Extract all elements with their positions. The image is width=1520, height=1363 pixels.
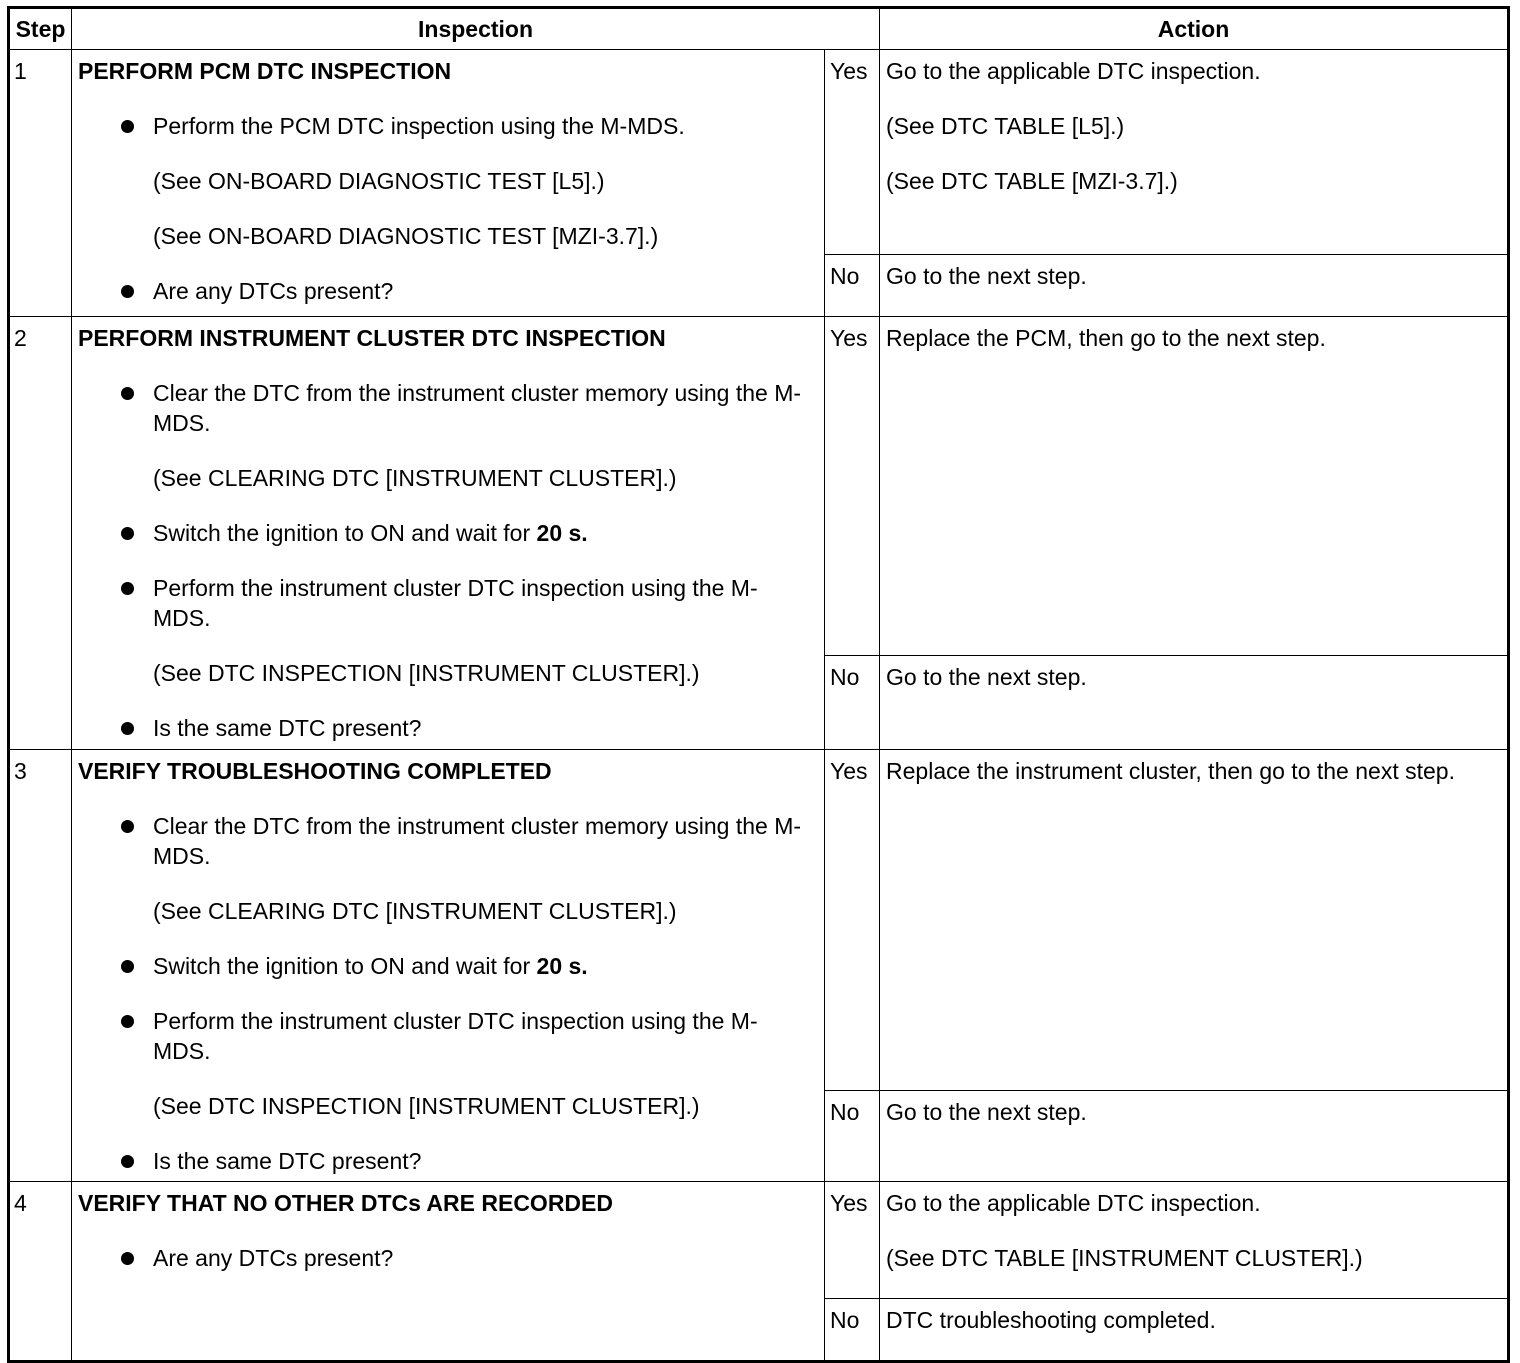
step-number: 3 bbox=[9, 750, 72, 1182]
bullet-item bbox=[78, 951, 804, 981]
bullet-item bbox=[78, 1006, 804, 1066]
reference-text: (See CLEARING DTC [INSTRUMENT CLUSTER].) bbox=[153, 898, 677, 924]
step-title: PERFORM PCM DTC INSPECTION bbox=[78, 58, 452, 84]
bullet-icon bbox=[121, 285, 134, 298]
step-row bbox=[9, 317, 1509, 656]
bullet-text: Clear the DTC from the instrument cluster memory using the M-MDS. bbox=[153, 813, 802, 869]
troubleshooting-table bbox=[7, 6, 1510, 1363]
action-line: Go to the next step. bbox=[886, 1099, 1087, 1125]
bullet-text: Is the same DTC present? bbox=[153, 715, 422, 741]
yes-label: Yes bbox=[825, 50, 880, 255]
bullet-icon bbox=[121, 1015, 134, 1028]
step-inspection bbox=[72, 317, 825, 750]
bullet-item bbox=[78, 1243, 804, 1273]
bullet-item bbox=[78, 518, 804, 548]
step-number: 1 bbox=[9, 50, 72, 317]
no-label: No bbox=[825, 1299, 880, 1362]
bullet-item bbox=[78, 573, 804, 633]
bullet-text: Is the same DTC present? bbox=[153, 1148, 422, 1174]
action-line: DTC troubleshooting completed. bbox=[886, 1307, 1216, 1333]
action-line: (See DTC TABLE [INSTRUMENT CLUSTER].) bbox=[886, 1245, 1363, 1271]
bullet-icon bbox=[121, 527, 134, 540]
step-title: VERIFY THAT NO OTHER DTCs ARE RECORDED bbox=[78, 1190, 613, 1216]
bullet-text: Switch the ignition to ON and wait for bbox=[153, 520, 537, 546]
no-action bbox=[880, 1091, 1509, 1182]
bullet-icon bbox=[121, 582, 134, 595]
action-line: Go to the next step. bbox=[886, 664, 1087, 690]
no-action bbox=[880, 656, 1509, 750]
bullet-item bbox=[78, 1146, 804, 1176]
step-number: 2 bbox=[9, 317, 72, 750]
bullet-icon bbox=[121, 960, 134, 973]
yes-action bbox=[880, 1182, 1509, 1299]
bullet-text: Perform the instrument cluster DTC inspection using the M-MDS. bbox=[153, 575, 758, 631]
bullet-bold-value: 20 s. bbox=[536, 953, 588, 979]
reference-text: (See ON-BOARD DIAGNOSTIC TEST [MZI-3.7].) bbox=[153, 223, 659, 249]
reference-text: (See ON-BOARD DIAGNOSTIC TEST [L5].) bbox=[153, 168, 605, 194]
no-action bbox=[880, 1299, 1509, 1362]
step-title: PERFORM INSTRUMENT CLUSTER DTC INSPECTION bbox=[78, 325, 666, 351]
yes-action bbox=[880, 50, 1509, 255]
action-line: (See DTC TABLE [L5].) bbox=[886, 113, 1125, 139]
step-number: 4 bbox=[9, 1182, 72, 1362]
bullet-icon bbox=[121, 120, 134, 133]
bullet-icon bbox=[121, 820, 134, 833]
no-action bbox=[880, 255, 1509, 317]
step-row bbox=[9, 750, 1509, 1091]
bullet-item bbox=[78, 811, 804, 871]
bullet-item bbox=[78, 713, 804, 743]
bullet-icon bbox=[121, 387, 134, 400]
bullet-item bbox=[78, 111, 804, 141]
yes-action bbox=[880, 317, 1509, 656]
reference-text: (See CLEARING DTC [INSTRUMENT CLUSTER].) bbox=[153, 465, 677, 491]
action-line: Go to the applicable DTC inspection. bbox=[886, 1190, 1261, 1216]
step-inspection bbox=[72, 750, 825, 1182]
bullet-text: Are any DTCs present? bbox=[153, 1245, 394, 1271]
step-inspection bbox=[72, 50, 825, 317]
no-label: No bbox=[825, 1091, 880, 1182]
header-inspection: Inspection bbox=[72, 8, 880, 50]
bullet-text: Perform the PCM DTC inspection using the M-MDS. bbox=[153, 113, 685, 139]
yes-label: Yes bbox=[825, 750, 880, 1091]
yes-label: Yes bbox=[825, 1182, 880, 1299]
bullet-text: Perform the instrument cluster DTC inspection using the M-MDS. bbox=[153, 1008, 758, 1064]
header-row bbox=[9, 8, 1509, 50]
bullet-bold-value: 20 s. bbox=[536, 520, 588, 546]
step-row bbox=[9, 1182, 1509, 1299]
action-line: Go to the next step. bbox=[886, 263, 1087, 289]
bullet-icon bbox=[121, 1252, 134, 1265]
step-row bbox=[9, 50, 1509, 255]
action-line: Go to the applicable DTC inspection. bbox=[886, 58, 1261, 84]
reference-text: (See DTC INSPECTION [INSTRUMENT CLUSTER].) bbox=[153, 1093, 700, 1119]
reference-text: (See DTC INSPECTION [INSTRUMENT CLUSTER].) bbox=[153, 660, 700, 686]
bullet-item bbox=[78, 276, 804, 306]
header-action: Action bbox=[880, 8, 1509, 50]
action-line: (See DTC TABLE [MZI-3.7].) bbox=[886, 168, 1178, 194]
yes-label: Yes bbox=[825, 317, 880, 656]
action-line: Replace the instrument cluster, then go to the next step. bbox=[886, 758, 1455, 784]
header-step: Step bbox=[9, 8, 72, 50]
bullet-icon bbox=[121, 1155, 134, 1168]
no-label: No bbox=[825, 656, 880, 750]
no-label: No bbox=[825, 255, 880, 317]
action-line: Replace the PCM, then go to the next step. bbox=[886, 325, 1326, 351]
bullet-icon bbox=[121, 722, 134, 735]
step-inspection bbox=[72, 1182, 825, 1362]
bullet-text: Clear the DTC from the instrument cluster memory using the M-MDS. bbox=[153, 380, 802, 436]
bullet-text: Switch the ignition to ON and wait for bbox=[153, 953, 537, 979]
yes-action bbox=[880, 750, 1509, 1091]
bullet-item bbox=[78, 378, 804, 438]
bullet-text: Are any DTCs present? bbox=[153, 278, 394, 304]
step-title: VERIFY TROUBLESHOOTING COMPLETED bbox=[78, 758, 552, 784]
